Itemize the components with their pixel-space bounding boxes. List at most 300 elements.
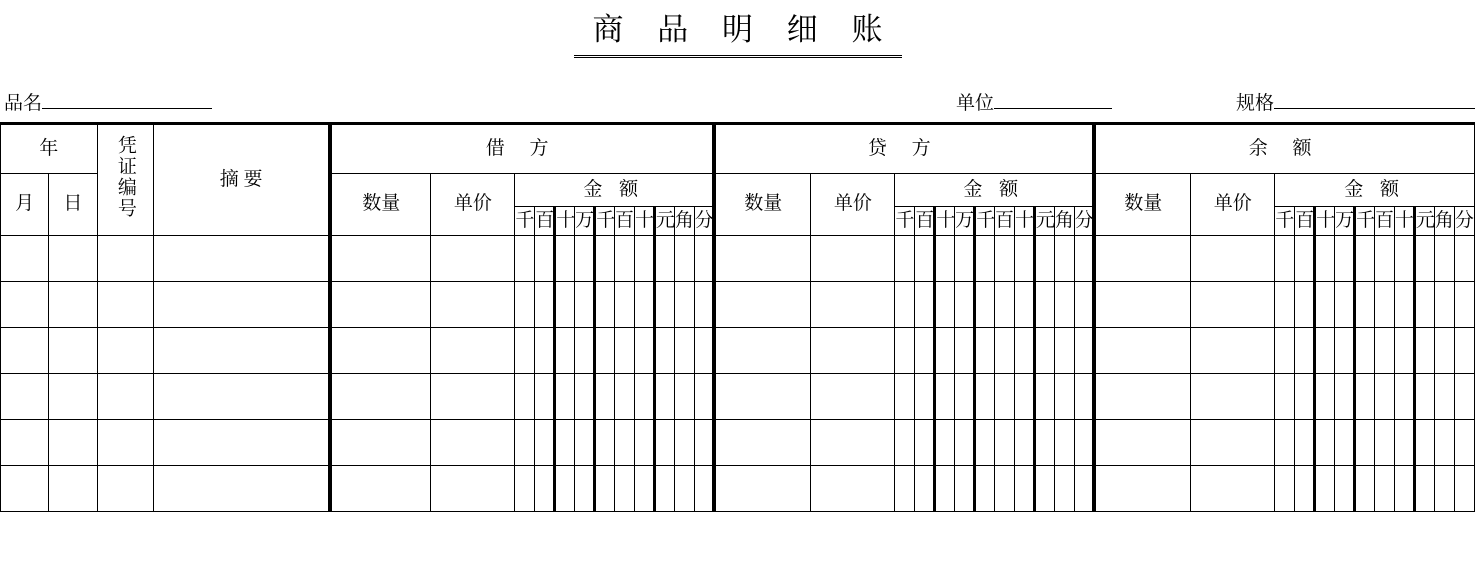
th-credit-digit-bai: 百 <box>915 207 935 236</box>
th-balance-digit-shi2: 十 <box>1394 207 1414 236</box>
th-day: 日 <box>49 174 97 236</box>
cell-credit-digit-2[interactable] <box>935 236 955 282</box>
cell-debit-digit-3[interactable] <box>575 236 595 282</box>
cell-credit-digit-5[interactable] <box>995 236 1015 282</box>
cell-credit-digit-0[interactable] <box>895 374 915 420</box>
cell-debit-digit-5[interactable] <box>615 374 635 420</box>
cell-balance-digit-0[interactable] <box>1275 236 1295 282</box>
table-row[interactable] <box>1 466 1475 512</box>
cell-summary[interactable] <box>154 236 330 282</box>
th-balance-digit-yuan: 元 <box>1414 207 1434 236</box>
field-specification <box>1236 88 1475 115</box>
cell-debit-digit-3[interactable] <box>575 420 595 466</box>
th-balance: 余 额 <box>1094 124 1474 174</box>
cell-debit-digit-6[interactable] <box>634 466 654 512</box>
cell-credit-unit-price[interactable] <box>811 328 895 374</box>
cell-balance-digit-8[interactable] <box>1434 236 1454 282</box>
cell-balance-digit-0[interactable] <box>1275 420 1295 466</box>
cell-day[interactable] <box>49 328 97 374</box>
cell-credit-digit-8[interactable] <box>1054 374 1074 420</box>
cell-debit-digit-1[interactable] <box>535 374 555 420</box>
cell-debit-digit-0[interactable] <box>515 420 535 466</box>
cell-balance-digit-2[interactable] <box>1315 466 1335 512</box>
cell-credit-digit-9[interactable] <box>1074 328 1094 374</box>
cell-credit-digit-8[interactable] <box>1054 420 1074 466</box>
cell-credit-digit-8[interactable] <box>1054 282 1074 328</box>
th-credit-unit-price: 单价 <box>811 174 895 236</box>
cell-debit-digit-5[interactable] <box>615 282 635 328</box>
cell-debit-digit-8[interactable] <box>674 466 694 512</box>
cell-balance-quantity[interactable] <box>1094 466 1191 512</box>
cell-debit-digit-5[interactable] <box>615 236 635 282</box>
cell-debit-digit-9[interactable] <box>694 466 714 512</box>
cell-balance-digit-3[interactable] <box>1335 420 1355 466</box>
cell-credit-digit-0[interactable] <box>895 236 915 282</box>
cell-debit-quantity[interactable] <box>330 282 431 328</box>
cell-credit-digit-1[interactable] <box>915 236 935 282</box>
cell-credit-digit-8[interactable] <box>1054 466 1074 512</box>
cell-credit-digit-7[interactable] <box>1034 282 1054 328</box>
cell-voucher-no[interactable] <box>97 236 154 282</box>
cell-debit-digit-4[interactable] <box>595 328 615 374</box>
cell-balance-digit-4[interactable] <box>1355 328 1375 374</box>
cell-credit-digit-9[interactable] <box>1074 282 1094 328</box>
cell-credit-quantity[interactable] <box>714 374 811 420</box>
th-balance-digit-qian: 千 <box>1275 207 1295 236</box>
cell-credit-digit-1[interactable] <box>915 374 935 420</box>
cell-debit-digit-5[interactable] <box>615 420 635 466</box>
cell-debit-digit-1[interactable] <box>535 282 555 328</box>
cell-debit-digit-6[interactable] <box>634 420 654 466</box>
cell-summary[interactable] <box>154 328 330 374</box>
cell-credit-digit-7[interactable] <box>1034 236 1054 282</box>
cell-debit-unit-price[interactable] <box>431 374 515 420</box>
cell-credit-quantity[interactable] <box>714 328 811 374</box>
cell-debit-digit-9[interactable] <box>694 236 714 282</box>
cell-balance-quantity[interactable] <box>1094 282 1191 328</box>
cell-debit-digit-7[interactable] <box>654 328 674 374</box>
cell-credit-digit-0[interactable] <box>895 466 915 512</box>
th-debit-digit-fen: 分 <box>694 207 714 236</box>
cell-debit-digit-1[interactable] <box>535 466 555 512</box>
cell-debit-digit-4[interactable] <box>595 466 615 512</box>
cell-debit-digit-3[interactable] <box>575 282 595 328</box>
cell-balance-digit-8[interactable] <box>1434 328 1454 374</box>
field-unit-label: 单位 <box>956 93 995 114</box>
field-specification-label: 规格 <box>1236 93 1275 114</box>
cell-balance-quantity[interactable] <box>1094 374 1191 420</box>
cell-debit-digit-9[interactable] <box>694 374 714 420</box>
cell-balance-digit-2[interactable] <box>1315 236 1335 282</box>
cell-balance-digit-6[interactable] <box>1394 328 1414 374</box>
cell-credit-unit-price[interactable] <box>811 236 895 282</box>
cell-credit-digit-5[interactable] <box>995 420 1015 466</box>
th-debit-digit-qian: 千 <box>515 207 535 236</box>
cell-debit-digit-7[interactable] <box>654 420 674 466</box>
cell-balance-digit-4[interactable] <box>1355 282 1375 328</box>
cell-voucher-no[interactable] <box>97 328 154 374</box>
cell-credit-digit-3[interactable] <box>955 374 975 420</box>
cell-credit-digit-5[interactable] <box>995 374 1015 420</box>
cell-credit-quantity[interactable] <box>714 236 811 282</box>
cell-credit-quantity[interactable] <box>714 466 811 512</box>
cell-debit-digit-7[interactable] <box>654 466 674 512</box>
th-debit-digit-bai2: 百 <box>615 207 635 236</box>
cell-balance-quantity[interactable] <box>1094 236 1191 282</box>
th-balance-digit-bai2: 百 <box>1374 207 1394 236</box>
field-product-name-rule[interactable] <box>42 91 212 109</box>
cell-credit-digit-6[interactable] <box>1014 466 1034 512</box>
cell-balance-digit-5[interactable] <box>1374 236 1394 282</box>
cell-credit-digit-4[interactable] <box>975 374 995 420</box>
cell-debit-digit-4[interactable] <box>595 374 615 420</box>
cell-credit-digit-2[interactable] <box>935 328 955 374</box>
cell-month[interactable] <box>1 328 49 374</box>
cell-summary[interactable] <box>154 374 330 420</box>
cell-debit-digit-4[interactable] <box>595 236 615 282</box>
th-credit-digit-shi: 十 <box>935 207 955 236</box>
cell-credit-digit-5[interactable] <box>995 282 1015 328</box>
cell-debit-quantity[interactable] <box>330 420 431 466</box>
cell-debit-digit-4[interactable] <box>595 420 615 466</box>
cell-month[interactable] <box>1 236 49 282</box>
cell-credit-digit-7[interactable] <box>1034 374 1054 420</box>
th-debit-digit-wan: 万 <box>575 207 595 236</box>
th-debit-amount: 金 额 <box>515 174 714 207</box>
cell-balance-digit-1[interactable] <box>1295 282 1315 328</box>
cell-balance-unit-price[interactable] <box>1191 282 1275 328</box>
cell-balance-quantity[interactable] <box>1094 420 1191 466</box>
cell-balance-digit-8[interactable] <box>1434 466 1454 512</box>
th-credit-digit-qian2: 千 <box>975 207 995 236</box>
cell-balance-digit-7[interactable] <box>1414 420 1434 466</box>
cell-balance-digit-0[interactable] <box>1275 466 1295 512</box>
cell-credit-digit-4[interactable] <box>975 328 995 374</box>
cell-credit-digit-0[interactable] <box>895 420 915 466</box>
field-product-name <box>4 88 212 115</box>
th-debit: 借 方 <box>330 124 714 174</box>
cell-debit-digit-9[interactable] <box>694 282 714 328</box>
cell-debit-unit-price[interactable] <box>431 328 515 374</box>
cell-debit-digit-1[interactable] <box>535 420 555 466</box>
cell-debit-digit-5[interactable] <box>615 328 635 374</box>
cell-day[interactable] <box>49 466 97 512</box>
cell-balance-digit-1[interactable] <box>1295 328 1315 374</box>
cell-balance-digit-5[interactable] <box>1374 282 1394 328</box>
cell-debit-unit-price[interactable] <box>431 466 515 512</box>
cell-credit-digit-3[interactable] <box>955 236 975 282</box>
cell-balance-digit-5[interactable] <box>1374 374 1394 420</box>
cell-debit-digit-8[interactable] <box>674 236 694 282</box>
table-row[interactable] <box>1 282 1475 328</box>
cell-credit-digit-5[interactable] <box>995 328 1015 374</box>
cell-debit-digit-2[interactable] <box>555 328 575 374</box>
cell-voucher-no[interactable] <box>97 374 154 420</box>
cell-summary[interactable] <box>154 466 330 512</box>
page-title-wrap <box>0 4 1475 58</box>
th-debit-digit-bai: 百 <box>535 207 555 236</box>
cell-voucher-no[interactable] <box>97 466 154 512</box>
th-credit-digit-shi2: 十 <box>1014 207 1034 236</box>
cell-credit-digit-0[interactable] <box>895 328 915 374</box>
cell-balance-digit-2[interactable] <box>1315 328 1335 374</box>
cell-debit-digit-8[interactable] <box>674 282 694 328</box>
table-row[interactable] <box>1 374 1475 420</box>
cell-balance-digit-6[interactable] <box>1394 374 1414 420</box>
th-credit-quantity: 数量 <box>714 174 811 236</box>
cell-balance-digit-6[interactable] <box>1394 282 1414 328</box>
cell-credit-digit-4[interactable] <box>975 236 995 282</box>
th-year: 年 <box>1 124 98 174</box>
header-row-1 <box>1 124 1475 174</box>
cell-debit-digit-9[interactable] <box>694 328 714 374</box>
cell-balance-quantity[interactable] <box>1094 328 1191 374</box>
cell-debit-unit-price[interactable] <box>431 236 515 282</box>
cell-balance-digit-3[interactable] <box>1335 236 1355 282</box>
table-row[interactable] <box>1 420 1475 466</box>
th-month: 月 <box>1 174 49 236</box>
th-credit-digit-fen: 分 <box>1074 207 1094 236</box>
cell-credit-digit-1[interactable] <box>915 328 935 374</box>
cell-balance-digit-2[interactable] <box>1315 282 1335 328</box>
cell-balance-digit-4[interactable] <box>1355 374 1375 420</box>
cell-credit-digit-3[interactable] <box>955 420 975 466</box>
cell-credit-digit-6[interactable] <box>1014 374 1034 420</box>
cell-debit-digit-8[interactable] <box>674 420 694 466</box>
cell-debit-digit-3[interactable] <box>575 466 595 512</box>
cell-credit-digit-2[interactable] <box>935 374 955 420</box>
cell-balance-digit-5[interactable] <box>1374 420 1394 466</box>
th-balance-digit-fen: 分 <box>1454 207 1474 236</box>
cell-credit-digit-7[interactable] <box>1034 420 1054 466</box>
cell-balance-digit-8[interactable] <box>1434 420 1454 466</box>
cell-credit-unit-price[interactable] <box>811 282 895 328</box>
cell-balance-digit-5[interactable] <box>1374 466 1394 512</box>
cell-debit-digit-8[interactable] <box>674 374 694 420</box>
cell-balance-digit-2[interactable] <box>1315 420 1335 466</box>
cell-balance-digit-7[interactable] <box>1414 282 1434 328</box>
cell-summary[interactable] <box>154 282 330 328</box>
cell-summary[interactable] <box>154 420 330 466</box>
header-fields <box>0 88 1475 114</box>
cell-debit-digit-2[interactable] <box>555 236 575 282</box>
cell-balance-digit-6[interactable] <box>1394 420 1414 466</box>
cell-balance-digit-3[interactable] <box>1335 374 1355 420</box>
cell-balance-digit-1[interactable] <box>1295 374 1315 420</box>
cell-credit-digit-5[interactable] <box>995 466 1015 512</box>
cell-day[interactable] <box>49 236 97 282</box>
cell-credit-digit-4[interactable] <box>975 282 995 328</box>
cell-debit-digit-0[interactable] <box>515 236 535 282</box>
cell-debit-quantity[interactable] <box>330 466 431 512</box>
cell-credit-digit-3[interactable] <box>955 328 975 374</box>
cell-balance-digit-8[interactable] <box>1434 374 1454 420</box>
cell-credit-digit-8[interactable] <box>1054 328 1074 374</box>
cell-credit-quantity[interactable] <box>714 282 811 328</box>
cell-balance-digit-8[interactable] <box>1434 282 1454 328</box>
cell-credit-digit-2[interactable] <box>935 282 955 328</box>
cell-balance-digit-4[interactable] <box>1355 420 1375 466</box>
th-credit-digit-qian: 千 <box>895 207 915 236</box>
cell-debit-digit-1[interactable] <box>535 236 555 282</box>
cell-balance-digit-7[interactable] <box>1414 236 1434 282</box>
cell-credit-digit-6[interactable] <box>1014 328 1034 374</box>
cell-balance-digit-9[interactable] <box>1454 420 1474 466</box>
cell-balance-digit-9[interactable] <box>1454 466 1474 512</box>
cell-balance-digit-4[interactable] <box>1355 466 1375 512</box>
cell-credit-digit-3[interactable] <box>955 282 975 328</box>
cell-debit-quantity[interactable] <box>330 236 431 282</box>
cell-balance-unit-price[interactable] <box>1191 328 1275 374</box>
cell-credit-digit-9[interactable] <box>1074 236 1094 282</box>
ledger-body <box>1 236 1475 512</box>
page-title: 商 品 明 细 账 <box>574 4 902 58</box>
cell-debit-digit-4[interactable] <box>595 282 615 328</box>
cell-debit-digit-0[interactable] <box>515 282 535 328</box>
cell-credit-digit-6[interactable] <box>1014 420 1034 466</box>
th-credit-digit-jiao: 角 <box>1054 207 1074 236</box>
cell-credit-digit-9[interactable] <box>1074 374 1094 420</box>
th-balance-digit-jiao: 角 <box>1434 207 1454 236</box>
cell-credit-quantity[interactable] <box>714 420 811 466</box>
th-debit-digit-shi2: 十 <box>634 207 654 236</box>
cell-debit-digit-6[interactable] <box>634 282 654 328</box>
th-credit-digit-yuan: 元 <box>1034 207 1054 236</box>
cell-debit-digit-2[interactable] <box>555 420 575 466</box>
cell-debit-digit-2[interactable] <box>555 282 575 328</box>
cell-balance-digit-0[interactable] <box>1275 328 1295 374</box>
cell-debit-digit-3[interactable] <box>575 328 595 374</box>
cell-month[interactable] <box>1 420 49 466</box>
cell-credit-digit-3[interactable] <box>955 466 975 512</box>
cell-balance-unit-price[interactable] <box>1191 466 1275 512</box>
th-balance-digit-shi: 十 <box>1315 207 1335 236</box>
cell-voucher-no[interactable] <box>97 282 154 328</box>
cell-voucher-no[interactable] <box>97 420 154 466</box>
cell-credit-digit-4[interactable] <box>975 466 995 512</box>
th-voucher-no: 凭证编号 <box>97 124 154 236</box>
cell-balance-digit-9[interactable] <box>1454 328 1474 374</box>
cell-balance-digit-7[interactable] <box>1414 466 1434 512</box>
cell-balance-digit-3[interactable] <box>1335 466 1355 512</box>
cell-balance-unit-price[interactable] <box>1191 374 1275 420</box>
cell-balance-digit-4[interactable] <box>1355 236 1375 282</box>
cell-credit-digit-8[interactable] <box>1054 236 1074 282</box>
cell-balance-digit-7[interactable] <box>1414 374 1434 420</box>
field-product-name-label: 品名 <box>4 93 43 114</box>
table-row[interactable] <box>1 236 1475 282</box>
cell-credit-unit-price[interactable] <box>811 420 895 466</box>
cell-debit-unit-price[interactable] <box>431 420 515 466</box>
cell-credit-digit-0[interactable] <box>895 282 915 328</box>
cell-debit-digit-2[interactable] <box>555 466 575 512</box>
cell-credit-digit-7[interactable] <box>1034 466 1054 512</box>
cell-debit-digit-5[interactable] <box>615 466 635 512</box>
cell-day[interactable] <box>49 420 97 466</box>
cell-debit-digit-6[interactable] <box>634 236 654 282</box>
cell-balance-digit-5[interactable] <box>1374 328 1394 374</box>
cell-debit-digit-7[interactable] <box>654 282 674 328</box>
cell-balance-digit-0[interactable] <box>1275 374 1295 420</box>
cell-credit-digit-6[interactable] <box>1014 282 1034 328</box>
cell-credit-digit-2[interactable] <box>935 420 955 466</box>
cell-debit-digit-6[interactable] <box>634 328 654 374</box>
cell-balance-digit-6[interactable] <box>1394 236 1414 282</box>
cell-credit-digit-2[interactable] <box>935 466 955 512</box>
field-unit <box>956 88 1112 115</box>
cell-credit-unit-price[interactable] <box>811 374 895 420</box>
th-balance-digit-bai: 百 <box>1295 207 1315 236</box>
field-unit-rule[interactable] <box>994 91 1112 109</box>
cell-balance-digit-9[interactable] <box>1454 374 1474 420</box>
cell-debit-quantity[interactable] <box>330 374 431 420</box>
th-balance-amount: 金 额 <box>1275 174 1475 207</box>
cell-day[interactable] <box>49 282 97 328</box>
cell-debit-quantity[interactable] <box>330 328 431 374</box>
cell-balance-unit-price[interactable] <box>1191 420 1275 466</box>
cell-debit-digit-0[interactable] <box>515 328 535 374</box>
cell-balance-digit-6[interactable] <box>1394 466 1414 512</box>
cell-month[interactable] <box>1 282 49 328</box>
cell-credit-digit-7[interactable] <box>1034 328 1054 374</box>
cell-credit-digit-4[interactable] <box>975 420 995 466</box>
cell-debit-digit-3[interactable] <box>575 374 595 420</box>
th-balance-unit-price: 单价 <box>1191 174 1275 236</box>
cell-debit-digit-0[interactable] <box>515 374 535 420</box>
cell-debit-digit-9[interactable] <box>694 420 714 466</box>
cell-credit-digit-6[interactable] <box>1014 236 1034 282</box>
th-debit-digit-jiao: 角 <box>674 207 694 236</box>
cell-balance-digit-9[interactable] <box>1454 282 1474 328</box>
cell-month[interactable] <box>1 466 49 512</box>
cell-credit-digit-9[interactable] <box>1074 420 1094 466</box>
cell-debit-digit-7[interactable] <box>654 236 674 282</box>
ledger-table <box>0 122 1475 512</box>
cell-debit-digit-0[interactable] <box>515 466 535 512</box>
cell-day[interactable] <box>49 374 97 420</box>
cell-debit-digit-1[interactable] <box>535 328 555 374</box>
th-balance-digit-qian2: 千 <box>1355 207 1375 236</box>
cell-balance-digit-1[interactable] <box>1295 420 1315 466</box>
table-row[interactable] <box>1 328 1475 374</box>
cell-balance-digit-0[interactable] <box>1275 282 1295 328</box>
cell-credit-digit-9[interactable] <box>1074 466 1094 512</box>
cell-balance-digit-7[interactable] <box>1414 328 1434 374</box>
th-credit-amount: 金 额 <box>895 174 1094 207</box>
cell-balance-digit-2[interactable] <box>1315 374 1335 420</box>
cell-balance-digit-1[interactable] <box>1295 466 1315 512</box>
th-credit-digit-wan: 万 <box>955 207 975 236</box>
cell-credit-digit-1[interactable] <box>915 466 935 512</box>
cell-month[interactable] <box>1 374 49 420</box>
cell-balance-digit-1[interactable] <box>1295 236 1315 282</box>
cell-debit-unit-price[interactable] <box>431 282 515 328</box>
cell-credit-digit-1[interactable] <box>915 420 935 466</box>
th-debit-digit-shi: 十 <box>555 207 575 236</box>
th-debit-digit-yuan: 元 <box>654 207 674 236</box>
cell-balance-unit-price[interactable] <box>1191 236 1275 282</box>
cell-debit-digit-6[interactable] <box>634 374 654 420</box>
cell-balance-digit-9[interactable] <box>1454 236 1474 282</box>
cell-balance-digit-3[interactable] <box>1335 282 1355 328</box>
cell-balance-digit-3[interactable] <box>1335 328 1355 374</box>
cell-credit-unit-price[interactable] <box>811 466 895 512</box>
cell-credit-digit-1[interactable] <box>915 282 935 328</box>
cell-debit-digit-2[interactable] <box>555 374 575 420</box>
cell-debit-digit-8[interactable] <box>674 328 694 374</box>
field-specification-rule[interactable] <box>1274 91 1475 109</box>
cell-debit-digit-7[interactable] <box>654 374 674 420</box>
